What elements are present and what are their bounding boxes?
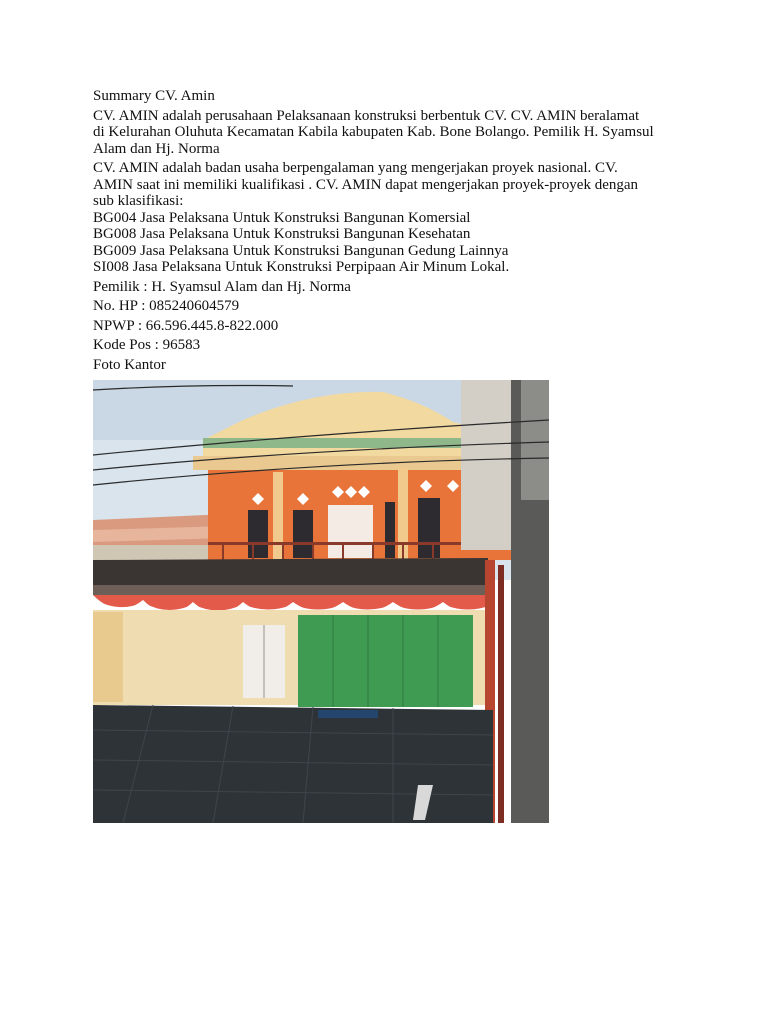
experience-line: sub klasifikasi: (93, 193, 184, 209)
document-title: Summary CV. Amin (93, 88, 215, 104)
classification-item: BG004 Jasa Pelaksana Untuk Konstruksi Bangunan Komersial (93, 209, 471, 226)
document-body (93, 88, 683, 373)
postal-code-line: Kode Pos : 96583 (93, 337, 201, 353)
office-photo (93, 380, 549, 823)
intro-paragraph (93, 108, 683, 158)
classification-item: BG008 Jasa Pelaksana Untuk Konstruksi Bangunan Kesehatan (93, 226, 471, 242)
npwp-line: NPWP : 66.596.445.8-822.000 (93, 317, 279, 334)
experience-line: CV. AMIN adalah badan usaha berpengalaman yang mengerjakan proyek nasional. CV. (93, 160, 618, 176)
photo-caption: Foto Kantor (93, 356, 166, 373)
classification-list (93, 210, 683, 276)
classification-item: BG009 Jasa Pelaksana Untuk Konstruksi Bangunan Gedung Lainnya (93, 242, 509, 259)
intro-line: di Kelurahan Oluhuta Kecamatan Kabila kabupaten Kab. Bone Bolango. Pemilik H. Syamsul (93, 124, 654, 140)
classification-item: SI008 Jasa Pelaksana Untuk Konstruksi Perpipaan Air Minum Lokal. (93, 259, 510, 275)
owner-line: Pemilik : H. Syamsul Alam dan Hj. Norma (93, 278, 351, 295)
intro-line: Alam dan Hj. Norma (93, 140, 220, 157)
green-shutter (298, 615, 473, 707)
phone-line: No. HP : 085240604579 (93, 298, 240, 314)
intro-line: CV. AMIN adalah perusahaan Pelaksanaan konstruksi berbentuk CV. CV. AMIN beralamat (93, 107, 640, 124)
concrete-pole (461, 380, 511, 550)
experience-line: AMIN saat ini memiliki kualifikasi . CV. AMIN dapat mengerjakan proyek-proyek dengan (93, 176, 639, 193)
experience-paragraph (93, 160, 683, 210)
